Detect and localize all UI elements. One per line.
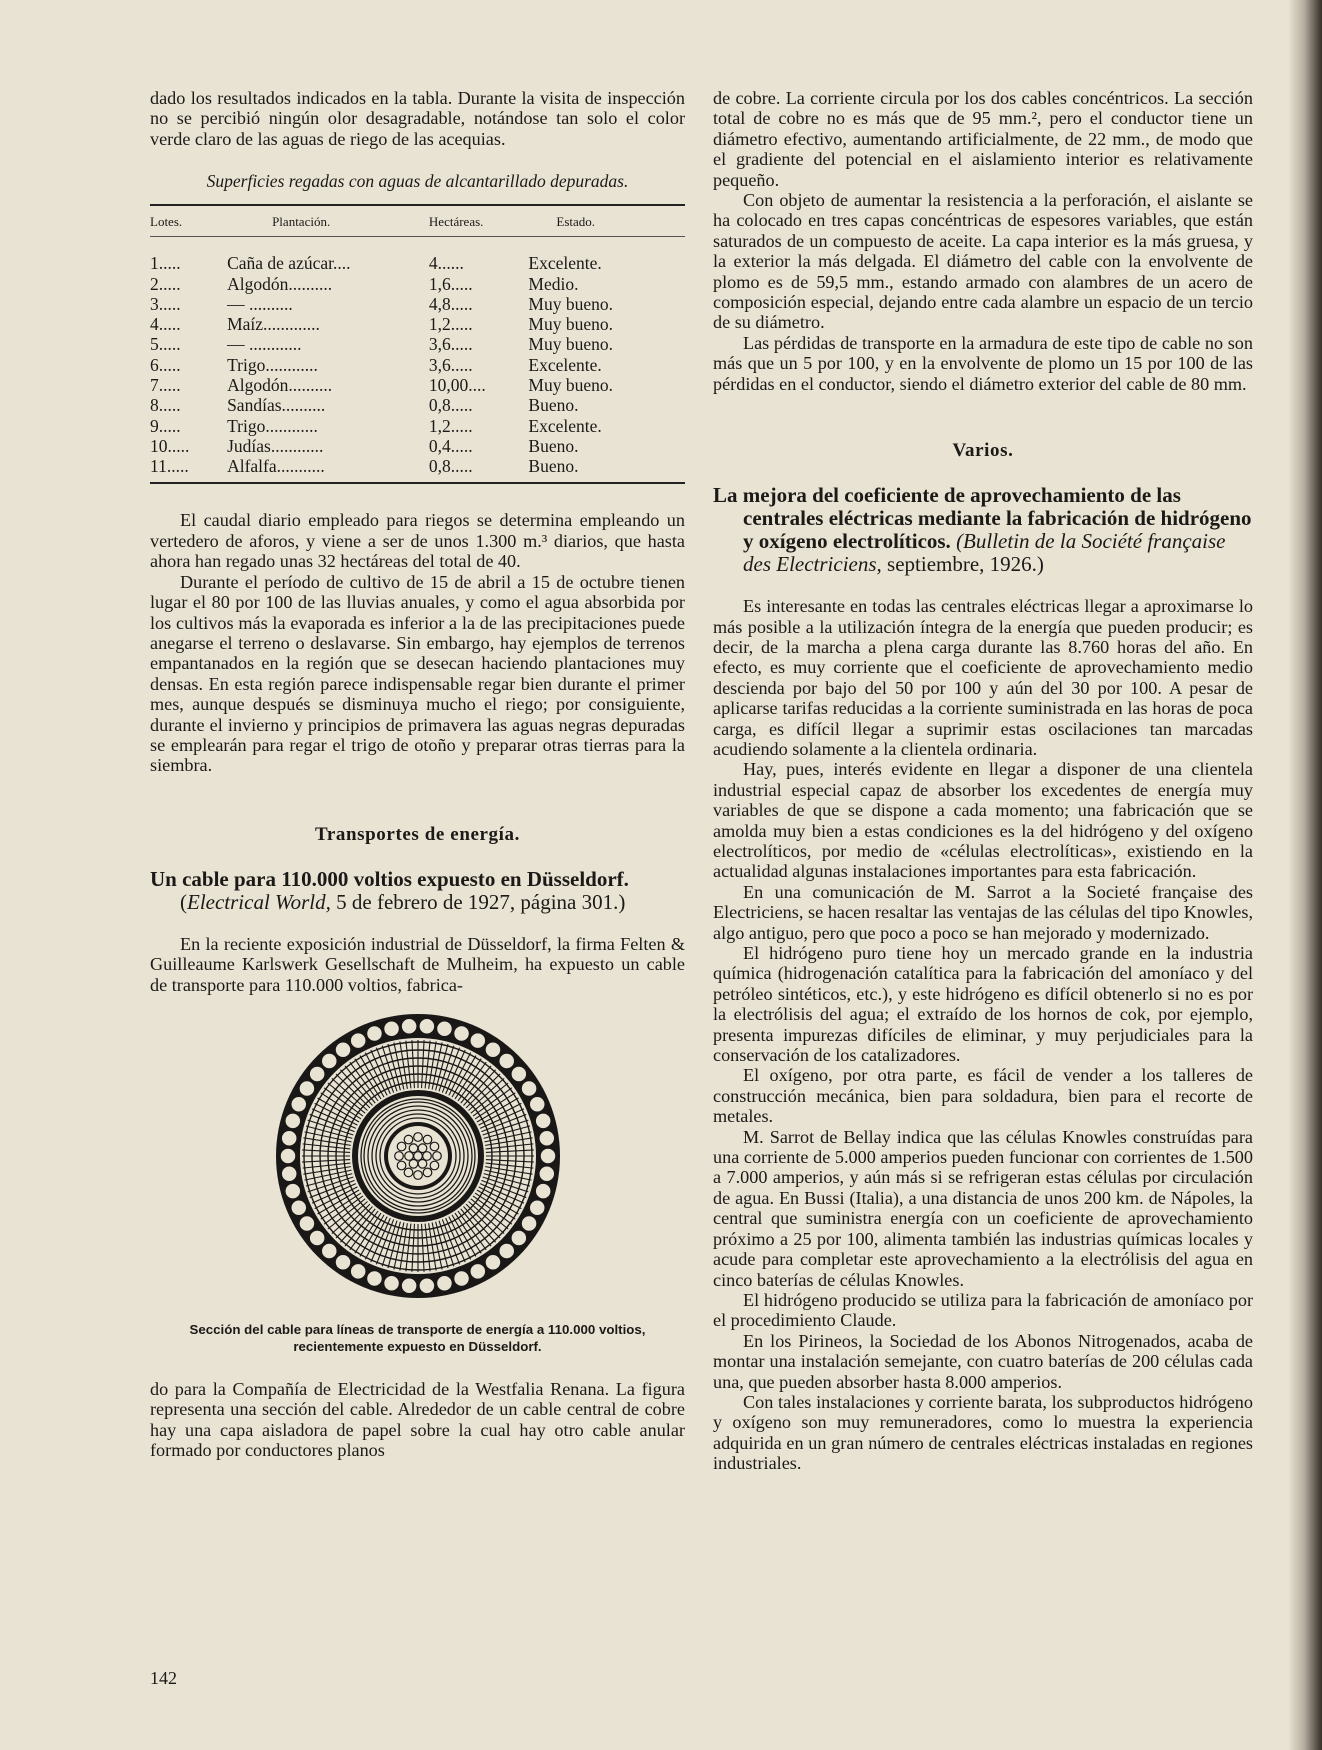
hectareas-cell: 1,2..... [428, 415, 473, 436]
cable-cross-section-figure [150, 1011, 685, 1301]
lote-cell: 5..... [150, 334, 181, 355]
page-number: 142 [150, 1668, 177, 1688]
aislante-paragraph: Con objeto de aumentar la resistencia a la perforación, el aislante se ha colocado en tres capas concéntricas de espesores variables, que están saturados de un compuesto de aceite. La capa interior es la más gruesa, y la exterior la más delgada. El diámetro del cable con la envolvente de plomo es de 59,5 mm., estando armado con alambres de un acero de composición especial, dejando entre cada alambre un espacio de un tercio de su diámetro. [713, 190, 1253, 333]
table-row [150, 334, 685, 354]
hectareas-cell: 1,2..... [428, 314, 473, 335]
estado-cell: Bueno. [528, 435, 579, 456]
irrigation-table [150, 204, 685, 484]
lote-cell: 7..... [150, 375, 181, 395]
lote-cell: 10..... [150, 435, 190, 456]
lote-cell: 2..... [150, 273, 181, 294]
cable-cross-section-illustration [273, 1011, 563, 1301]
westfalia-paragraph: do para la Compañía de Electricidad de la Westfalia Renana. La figura representa una sección del cable. Alrededor de un cable central de cobre hay una capa aisladora de papel sobre la cual hay otro cable anular formado por conductores planos [150, 1378, 685, 1461]
lote-cell: 8..... [150, 395, 181, 416]
header-lotes: Lotes. [150, 214, 183, 230]
hectareas-cell: 4...... [428, 253, 464, 274]
lote-cell: 11..... [150, 456, 189, 477]
table-title: Superficies regadas con aguas de alcantarillado depuradas. [206, 171, 629, 192]
article-source-date: 5 de febrero de 1927, página 301.) [330, 889, 626, 914]
book-binding-shadow [1288, 0, 1322, 1750]
table-row [150, 237, 685, 274]
table-row [150, 416, 685, 436]
section-heading-transportes: Transportes de energía. [314, 823, 520, 845]
estado-cell: Muy bueno. [528, 314, 613, 335]
article-source-journal: Electrical World, [187, 889, 331, 914]
article-title-text: La mejora del coeficiente de aprovechamiento de las centrales eléctricas mediante la fabricación de hidrógeno y oxígeno electrolíticos. [713, 483, 1252, 554]
table-row [150, 436, 685, 456]
estado-cell: Medio. [528, 273, 579, 294]
plantacion-cell: Caña de azúcar.... [227, 253, 351, 274]
plantacion-cell: Judías............ [227, 435, 324, 456]
cobre-paragraph: de cobre. La corriente circula por los dos cables concéntricos. La sección total de cobre no es más que de 95 mm.², pero el conductor tiene un diámetro efectivo, aumentando artificialmente, de 22 mm., de modo que el gradiente del potencial en el aislamiento interior es relativamente pequeño. [713, 88, 1253, 190]
plantacion-cell: — ............ [227, 334, 302, 355]
table-row [150, 314, 685, 334]
plantacion-cell: — .......... [227, 293, 293, 314]
hectareas-cell: 0,8..... [428, 456, 473, 477]
table-row [150, 375, 685, 395]
hectareas-cell: 3,6..... [428, 334, 473, 355]
plantacion-cell: Maíz............. [227, 314, 320, 335]
lote-cell: 6..... [150, 354, 181, 375]
article-source-journal: (Bulletin de la Société française des Electriciens, [743, 529, 1226, 577]
caudal-paragraph: El caudal diario empleado para riegos se determina empleando un vertedero de aforos, y viene a ser de unos 1.300 m.³ diarios, que hasta ahora han regado unas 32 hectáreas del total de 40. [150, 510, 685, 572]
header-hectareas: Hectáreas. [428, 214, 484, 230]
body-paragraph: Es interesante en todas las centrales eléctricas llegar a aproximarse lo más posible a la utilización íntegra de la energía que pueden producir; es decir, de la marcha a plena carga durante las 8.760 horas del año. En efecto, es muy corriente que el coeficiente de aprovechamiento medio descienda por bajo del 50 por 100 y aún del 30 por 100. A pesar de aplicarse tarifas reducidas a la corriente suministrada en las horas de poca carga, es difícil llegar a suprimir estas oscilaciones tan marcadas acudiendo solamente a la clientela ordinaria. [713, 596, 1253, 759]
body-paragraph: El oxígeno, por otra parte, es fácil de vender a los talleres de construcción mecánica, bien para soldadura, bien para el recorte de metales. [713, 1065, 1253, 1127]
article-title-text: Un cable para 110.000 voltios expuesto en Düsseldorf. [150, 866, 629, 891]
hectareas-cell: 0,4..... [428, 435, 473, 456]
hectareas-cell: 3,6..... [428, 354, 473, 375]
estado-cell: Excelente. [528, 253, 602, 274]
hectareas-cell: 10,00.... [428, 375, 486, 395]
article-title-hidrogeno [713, 484, 1253, 576]
intro-paragraph: dado los resultados indicados en la tabla. Durante la visita de inspección no se percibió ningún olor desagradable, notándose tan solo el color verde claro de las aguas de riego de las acequias. [150, 88, 685, 149]
plantacion-cell: Trigo............ [227, 354, 318, 375]
table-row [150, 395, 685, 415]
estado-cell: Bueno. [528, 395, 579, 416]
lote-cell: 3..... [150, 293, 181, 314]
plantacion-cell: Sandías.......... [227, 395, 326, 416]
plantacion-cell: Trigo............ [227, 415, 318, 436]
estado-cell: Muy bueno. [528, 375, 613, 395]
left-column [150, 88, 685, 1461]
cultivo-paragraph: Durante el período de cultivo de 15 de abril a 15 de octubre tienen lugar el 80 por 100 de las lluvias anuales, y como el agua absorbida por los cultivos más la evaporada es inferior a la de las precipitaciones puede anegarse el terreno o deslavarse. Sin embargo, hay ejemplos de terrenos empantanados en la región que se desecan haciendo plantaciones muy densas. En esta región parece indispensable regar bien durante el primer mes, aunque después se disminuya mucho el riego; por consiguiente, durante el invierno y principios de primavera las aguas negras depuradas se emplearán para regar el trigo de otoño y preparar otras tierras para la siembra. [150, 571, 685, 776]
estado-cell: Muy bueno. [528, 334, 613, 355]
table-row [150, 456, 685, 482]
hectareas-cell: 0,8..... [428, 395, 473, 416]
header-estado: Estado. [556, 214, 596, 230]
estado-cell: Excelente. [528, 354, 602, 375]
hectareas-cell: 4,8..... [428, 293, 473, 314]
header-plantacion: Plantación. [272, 214, 331, 230]
lote-cell: 4..... [150, 314, 181, 335]
table-row [150, 274, 685, 294]
body-paragraph: M. Sarrot de Bellay indica que las células Knowles construídas para una corriente de 5.000 amperios pueden funcionar con corrientes de 1.500 a 7.000 amperios, y aún más si se refrigeran estas células por circulación de agua. En Bussi (Italia), a una distancia de unos 200 km. de Nápoles, la central que suministra energía con un coeficiente de aprovechamiento próximo a 25 por 100, alimenta también las industrias químicas locales y acude para completar este aprovechamiento a la electrólisis del agua en cinco baterías de células Knowles. [713, 1126, 1253, 1290]
estado-cell: Excelente. [528, 415, 602, 436]
article-source-date: septiembre, 1926.) [881, 552, 1044, 577]
table-row [150, 294, 685, 314]
lote-cell: 9..... [150, 415, 181, 436]
estado-cell: Bueno. [528, 456, 579, 477]
body-paragraph: En una comunicación de M. Sarrot a la Societé française des Electriciens, se hacen resaltar las ventajas de las células del tipo Knowles, algo antiguo, pero que poco a poco se han mejorado y modernizado. [713, 881, 1253, 943]
body-paragraph: Hay, pues, interés evidente en llegar a disponer de una clientela industrial especial capaz de absorber los excedentes de energía muy variables de que se dispone a cada momento; una fabricación que se amolda muy bien a estas condiciones es la del hidrógeno y del oxígeno electrolíticos, por medio de «células electrolíticas», existiendo en la actualidad algunas instalaciones importantes para esta fabricación. [713, 759, 1253, 882]
table-row [150, 355, 685, 375]
right-column [713, 88, 1253, 1474]
plantacion-cell: Algodón.......... [227, 273, 333, 294]
body-paragraph: El hidrógeno puro tiene hoy un mercado grande en la industria química (hidrogenación catalítica para la fabricación del amoníaco y del petróleo sintéticos, etc.), y este hidrógeno es difícil obtenerlo si no es por la electrólisis del agua; el extraído de los hornos de cok, por ejemplo, presenta impurezas difíciles de eliminar, y muy perjudiciales para la conservación de los catalizadores. [713, 943, 1253, 1066]
exposicion-paragraph: En la reciente exposición industrial de Düsseldorf, la firma Felten & Guilleaume Karlswerk Gesellschaft de Mulheim, ha expuesto un cable de transporte para 110.000 voltios, fabrica- [150, 933, 685, 995]
figure-caption: Sección del cable para líneas de transporte de energía a 110.000 voltios, recientemente expuesto en Düsseldorf. [189, 1321, 646, 1354]
hectareas-cell: 1,6..... [428, 273, 473, 294]
body-paragraph: Con tales instalaciones y corriente barata, los subproductos hidrógeno y oxígeno son muy remuneradores, como lo muestra la experiencia adquirida en un gran número de centrales eléctricas instaladas en regiones industriales. [713, 1391, 1253, 1474]
estado-cell: Muy bueno. [528, 293, 613, 314]
body-paragraph: En los Pirineos, la Sociedad de los Abonos Nitrogenados, acaba de montar una instalación semejante, con cuatro baterías de 200 células cada una, que pueden absorber hasta 8.000 amperios. [713, 1330, 1253, 1392]
plantacion-cell: Alfalfa........... [227, 456, 325, 477]
body-paragraph: El hidrógeno producido se utiliza para la fabricación de amoníaco por el procedimiento Claude. [713, 1289, 1253, 1331]
section-heading-varios: Varios. [952, 440, 1014, 462]
lote-cell: 1..... [150, 253, 181, 274]
perdidas-paragraph: Las pérdidas de transporte en la armadura de este tipo de cable no son más que un 5 por 100, y en la envolvente de plomo un 15 por 100 de las pérdidas en el conductor, siendo el diámetro exterior del cable de 80 mm. [713, 332, 1253, 394]
plantacion-cell: Algodón.......... [227, 375, 333, 395]
article-title-cable: Un cable para 110.000 voltios expuesto en Düsseldorf. (Electrical World, 5 de febrero de 1927, página 301.) [150, 866, 629, 914]
